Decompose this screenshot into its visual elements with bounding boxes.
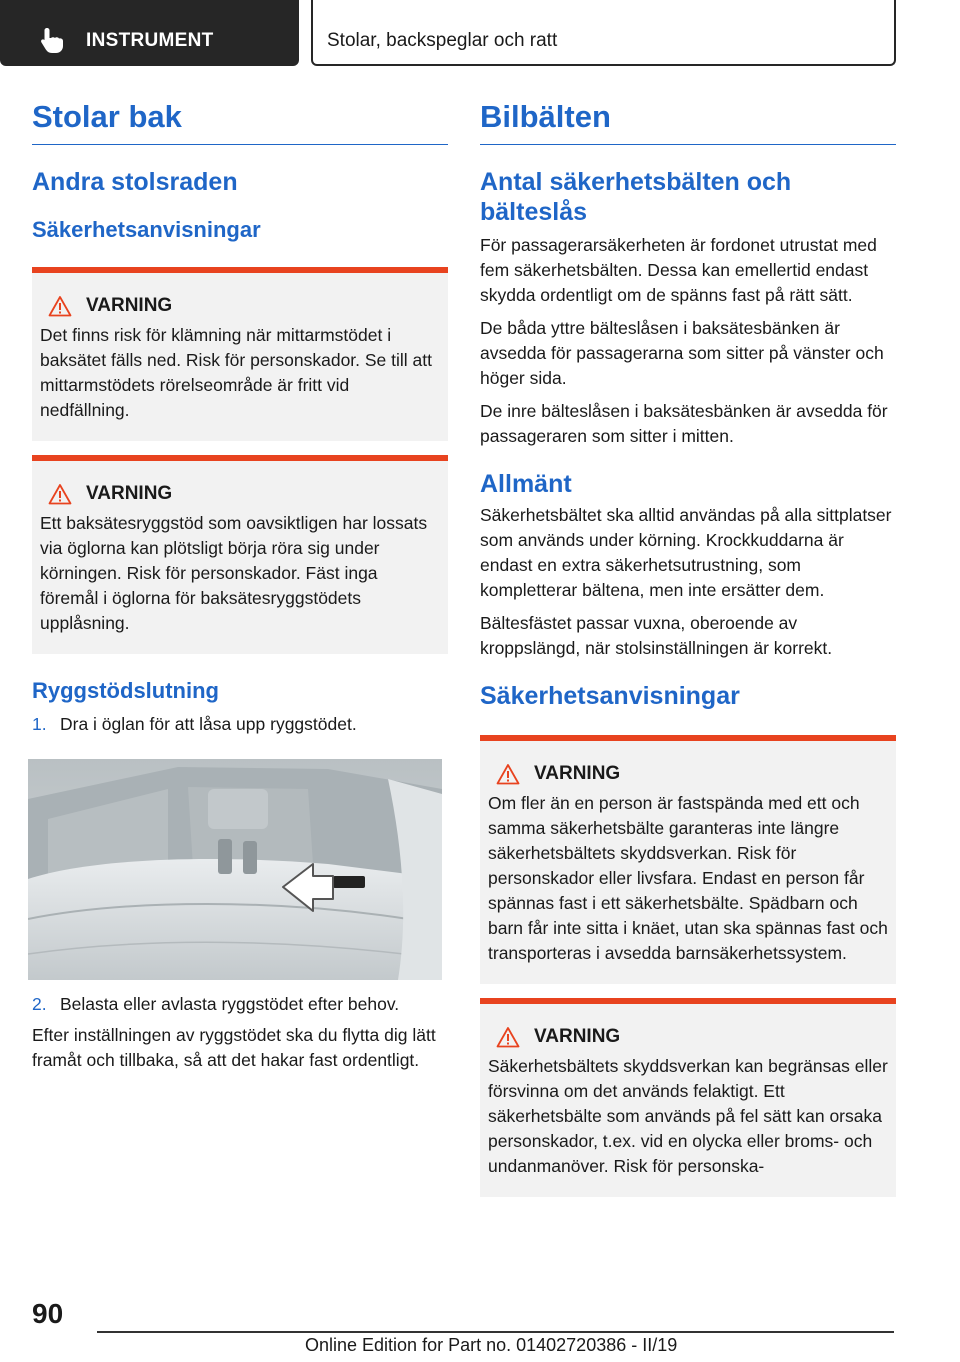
warning-text: Säkerhetsbältets skyddsverkan kan begränsas eller försvinna om det används felaktigt. Ett säkerhetsbälte som används på fel sätt kan orsaka personskador, t.ex. vid en olycka eller broms- och undanmanöver. Risk för personska- [488,1056,888,1177]
paragraph-count-1: För passagerarsäkerheten är fordonet utrustat med fem säkerhetsbälten. Dessa kan emellertid endast skydda ordentligt om de spänns fast på rätt sätt. [480,235,877,306]
warning-title [40,295,440,317]
heading-recline: Ryggstödslutning [32,677,219,703]
list-number: 2. [32,993,47,1014]
header-chapter-title: Stolar, backspeglar och ratt [327,30,558,51]
warning-triangle-icon [48,483,72,505]
list-number: 1. [32,713,47,734]
page-title-seatbelts: Bilbälten [480,98,896,145]
warning-title [488,1026,888,1048]
figure-rear-seat-loop [28,759,442,980]
page-title-rear-seats: Stolar bak [32,98,448,145]
paragraph-count-2: De båda yttre bälteslåsen i baksätesbänken är avsedda för passagerarna som sitter på vänster och höger sida. [480,318,884,389]
left-column [32,98,448,1073]
warning-triangle-icon [496,763,520,785]
warning-text: Om fler än en person är fastspända med ett och samma säkerhetsbälte garanteras inte längre säkerhetsbältets skyddsverkan. Risk för personskador eller livsfara. Endast en person får spännas fast i ett säkerhetsbälte. Spädbarn och barn får inte sitta i knäet, utan ska spännas fast och transporteras i avsedda barnsäkerhetssystem. [488,793,888,964]
list-item-step1 [32,712,448,737]
list-item-step2 [32,992,448,1017]
paragraph-after-adjust: Efter inställningen av ryggstödet ska du flytta dig lätt framåt och tillbaka, så att det hakar fast ordentligt. [32,1024,436,1070]
subtitle-second-row: Andra stolsraden [32,168,238,197]
paragraph-general-2: Bältesfästet passar vuxna, oberoende av kroppslängd, när stolsinställningen är korrekt. [480,613,833,659]
footer-divider [97,1331,894,1333]
warning-label: VARNING [86,482,173,504]
warning-box-armrest [32,267,448,441]
heading-safety-right: Säkerhetsanvisningar [480,682,740,711]
heading-general: Allmänt [480,470,572,499]
warning-box-shared-belt [480,735,896,984]
heading-belt-count: Antal säkerhetsbälten och bälteslås [480,168,792,227]
warning-label: VARNING [534,1026,621,1048]
warning-text: Ett baksätesryggstöd som oavsiktligen har lossats via öglorna kan plötsligt börja röra sig under körningen. Risk för personskador. Fäst inga föremål i öglorna för baksätesryggstödets upplåsning. [40,512,428,633]
warning-label: VARNING [86,294,173,316]
warning-box-backrest [32,455,448,654]
heading-safety-left: Säkerhetsanvisningar [32,217,261,243]
warning-title [40,483,440,505]
warning-label: VARNING [534,763,621,785]
hand-pointer-icon [38,26,68,54]
warning-box-improper-use [480,998,896,1197]
warning-triangle-icon [48,295,72,317]
list-text: Dra i öglan för att låsa upp ryggstödet. [60,713,357,734]
warning-title [488,763,888,785]
warning-text: Det finns risk för klämning när mittarmstödet i baksätet fälls ned. Risk för personskador. Se till att mittarmstödets rörelseområde är fritt vid nedfällning. [40,324,432,420]
list-text: Belasta eller avlasta ryggstödet efter behov. [60,993,400,1014]
paragraph-general-1: Säkerhetsbältet ska alltid användas på alla sittplatser som används under körning. Krockkuddarna är endast en extra säkerhetsutrustning, som kompletterar bältena, men inte ersätter dem. [480,505,892,601]
header-section-label: INSTRUMENT [86,30,214,51]
paragraph-count-3: De inre bälteslåsen i baksätesbänken är avsedda för passageraren som sitter i mitten. [480,401,888,447]
rear-seat-illustration [28,759,442,980]
header-chapter-tab [311,0,896,66]
right-column [480,98,896,1197]
header-section-tab [0,0,299,66]
warning-triangle-icon [496,1026,520,1048]
footer-edition: Online Edition for Part no. 01402720386 - II/19 [305,1335,678,1355]
page-number: 90 [32,1298,64,1329]
